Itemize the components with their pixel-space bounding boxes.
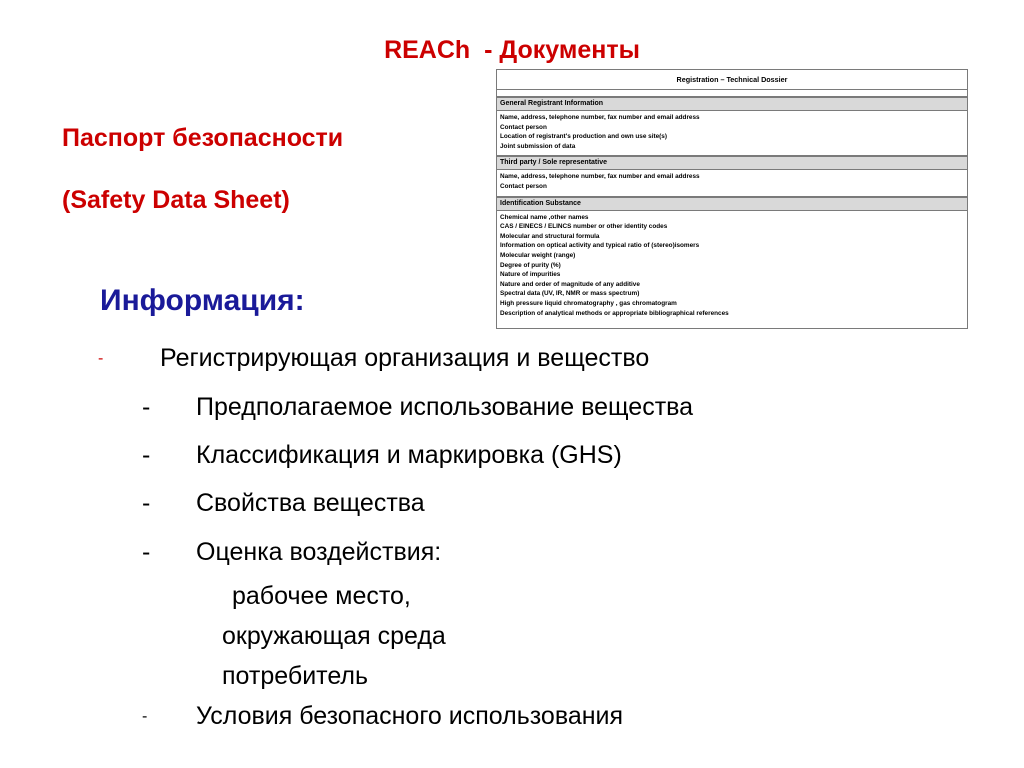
- slide-title: REACh - Документы: [384, 36, 640, 64]
- bullet-text: Предполагаемое использование вещества: [196, 393, 694, 421]
- form-row: Contact person: [500, 182, 547, 190]
- bullet-dash: -: [98, 350, 104, 367]
- form-row: Chemical name ,other names: [500, 213, 589, 221]
- bullet-dash: -: [142, 538, 151, 566]
- subtitle-sds: (Safety Data Sheet): [62, 186, 290, 214]
- bullet-dash: -: [142, 708, 148, 725]
- form-section-body: [497, 170, 967, 196]
- form-row: Nature and order of magnitude of any additive: [500, 280, 640, 288]
- technical-dossier-image: [496, 69, 968, 329]
- form-row: Joint submission of data: [500, 142, 576, 150]
- bullet-text: Классификация и маркировка (GHS): [196, 441, 622, 469]
- form-section-header: Third party / Sole representative: [497, 156, 967, 170]
- form-row: Nature of impurities: [500, 271, 561, 279]
- exposure-item: окружающая среда: [222, 622, 446, 650]
- bullet-text: Условия безопасного использования: [196, 702, 624, 730]
- subtitle-safety-passport: Паспорт безопасности: [62, 124, 344, 152]
- form-section-body: [497, 111, 967, 156]
- bullet-dash: -: [142, 489, 151, 517]
- form-row: Name, address, telephone number, fax number and email address: [500, 173, 700, 181]
- form-row: Location of registrant's production and own use site(s): [500, 133, 667, 141]
- form-row: Description of analytical methods or appropriate bibliographical references: [500, 309, 729, 317]
- bullet-dash: -: [142, 393, 151, 421]
- exposure-item: рабочее место,: [232, 582, 411, 610]
- form-row: Molecular weight (range): [500, 251, 576, 259]
- form-row: High pressure liquid chromatography , gas chromatogram: [500, 299, 677, 307]
- form-row: Name, address, telephone number, fax number and email address: [500, 114, 700, 121]
- form-section-header: General Registrant Information: [497, 97, 967, 111]
- form-row: CAS / EINECS / ELINCS number or other identity codes: [500, 223, 668, 231]
- form-divider: [497, 90, 967, 97]
- form-row: Information on optical activity and typical ratio of (stereo)isomers: [500, 242, 700, 250]
- form-row: Degree of purity (%): [500, 261, 561, 269]
- form-row: Molecular and structural formula: [500, 232, 600, 240]
- exposure-item: потребитель: [222, 662, 369, 690]
- form-section-header: Identification Substance: [497, 197, 967, 211]
- form-section-body: [497, 211, 967, 323]
- form-row: Spectral data (UV, IR, NMR or mass spectrum): [500, 290, 640, 298]
- bullet-text: Регистрирующая организация и вещество: [160, 344, 650, 372]
- form-title: Registration – Technical Dossier: [497, 70, 967, 90]
- bullet-dash: -: [142, 441, 151, 469]
- info-heading: Информация:: [100, 284, 305, 317]
- form-row: Contact person: [500, 123, 547, 131]
- bullet-text: Оценка воздействия:: [196, 538, 442, 566]
- bullet-text: Свойства вещества: [196, 489, 425, 517]
